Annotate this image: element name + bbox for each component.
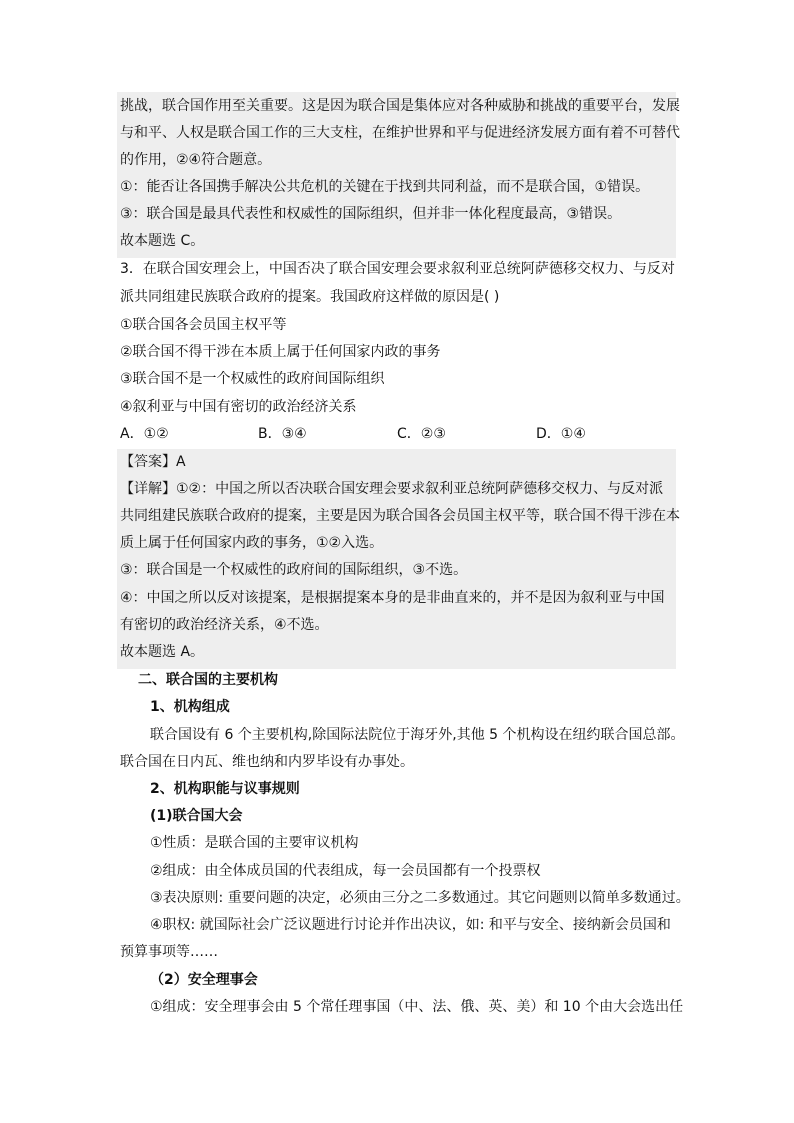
explanation-line: ③：联合国是一个权威性的政府间的国际组织，③不选。 (120, 562, 468, 578)
analysis-line: 与和平、人权是联合国工作的三大支柱，在维护世界和平与促进经济发展方面有着不可替代 (120, 125, 680, 141)
answer-line: 【答案】A (120, 454, 186, 470)
explanation-conclusion: 故本题选 A。 (120, 644, 205, 660)
subsection-title: 1、机构组成 (150, 699, 230, 715)
body-line: ④职权: 就国际社会广泛议题进行讨论并作出决议，如: 和平与安全、接纳新会员国和 (150, 917, 671, 933)
option-d: D．①④ (536, 426, 586, 442)
section-title: 二、联合国的主要机构 (138, 672, 278, 688)
analysis-line: 挑战，联合国作用至关重要。这是因为联合国是集体应对各种威胁和挑战的重要平台，发展 (120, 98, 680, 114)
explanation-line: 共同组建民族联合政府的提案，主要是因为联合国各会员国主权平等，联合国不得干涉在本 (120, 508, 680, 524)
question-statement: ①联合国各会员国主权平等 (120, 317, 287, 333)
item-title: (1)联合国大会 (150, 808, 243, 824)
option-c: C．②③ (397, 426, 446, 442)
explanation-line: ④：中国之所以反对该提案，是根据提案本身的是非曲直来的，并不是因为叙利亚与中国 (120, 590, 665, 606)
explanation-line: 【详解】①②：中国之所以否决联合国安理会要求叙利亚总统阿萨德移交权力、与反对派 (120, 481, 664, 497)
question-statement: ③联合国不是一个权威性的政府间国际组织 (120, 371, 385, 387)
option-a: A．①② (120, 426, 169, 442)
body-line: 预算事项等…… (120, 944, 218, 960)
question-statement: ④叙利亚与中国有密切的政治经济关系 (120, 399, 357, 415)
body-line: ③表决原则: 重要问题的决定，必须由三分之二多数通过。其它问题则以简单多数通过。 (150, 890, 690, 906)
question-stem: 3．在联合国安理会上，中国否决了联合国安理会要求叙利亚总统阿萨德移交权力、与反对 (120, 261, 675, 277)
explanation-line: 有密切的政治经济关系，④不选。 (120, 617, 329, 633)
subsection-title: 2、机构职能与议事规则 (150, 781, 300, 797)
option-b: B．③④ (258, 426, 307, 442)
analysis-line: ③：联合国是最具代表性和权威性的国际组织，但并非一体化程度最高，③错误。 (120, 206, 622, 222)
body-line: 联合国在日内瓦、维也纳和内罗毕设有办事处。 (120, 754, 414, 770)
item-title: （2）安全理事会 (150, 972, 258, 988)
analysis-line: ①：能否让各国携手解决公共危机的关键在于找到共同利益，而不是联合国，①错误。 (120, 179, 650, 195)
body-line: 联合国设有 6 个主要机构,除国际法院位于海牙外,其他 5 个机构设在纽约联合国总部。 (150, 727, 685, 743)
analysis-line: 的作用，②④符合题意。 (120, 152, 272, 168)
analysis-conclusion: 故本题选 C。 (120, 233, 205, 249)
question-stem: 派共同组建民族联合政府的提案。我国政府这样做的原因是( ) (120, 289, 500, 305)
body-line: ②组成：由全体成员国的代表组成，每一会员国都有一个投票权 (150, 863, 541, 879)
body-line: ①性质：是联合国的主要审议机构 (150, 835, 359, 851)
question-statement: ②联合国不得干涉在本质上属于任何国家内政的事务 (120, 344, 441, 360)
explanation-line: 质上属于任何国家内政的事务，①②入选。 (120, 535, 384, 551)
body-line: ①组成：安全理事会由 5 个常任理事国（中、法、俄、英、美）和 10 个由大会选出任 (150, 999, 684, 1015)
